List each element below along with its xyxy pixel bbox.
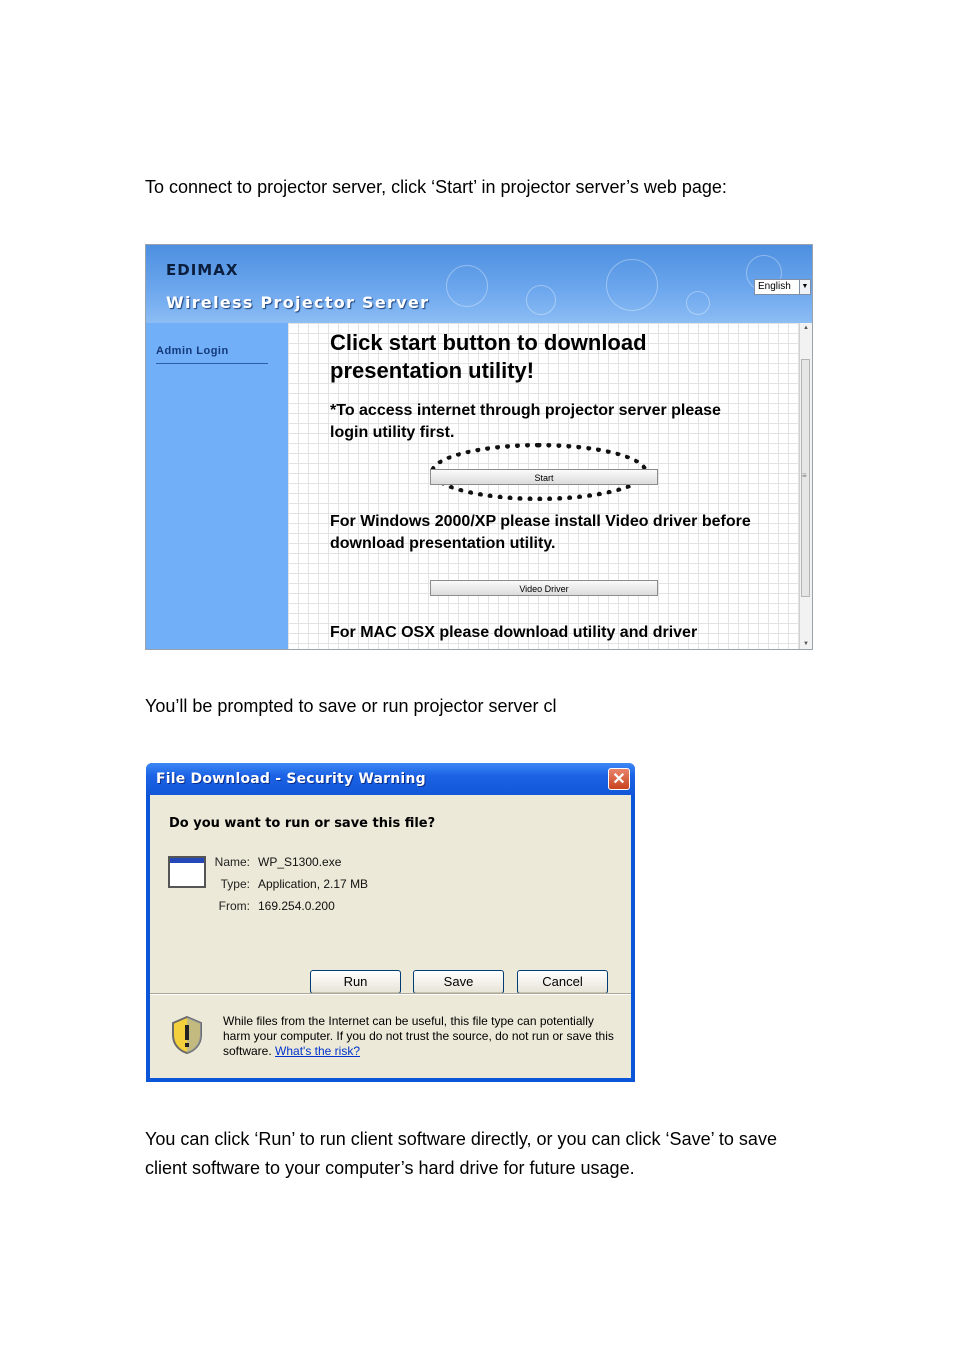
warning-body: While files from the Internet can be useful, this file type can potentially harm your computer. If you do not trust the source, do not run or save this software. xyxy=(223,1014,614,1058)
grip-icon: ≡ xyxy=(802,471,807,480)
security-shield-icon xyxy=(170,1015,204,1055)
risk-link[interactable]: What's the risk? xyxy=(275,1044,361,1058)
save-button[interactable]: Save xyxy=(413,970,504,994)
dialog-title-bar[interactable] xyxy=(146,763,635,795)
type-label: Type: xyxy=(220,877,250,891)
intro-paragraph: To connect to projector server, click ‘Start’ in projector server’s web page: xyxy=(145,177,727,197)
close-icon[interactable]: ✕ xyxy=(608,768,630,790)
video-driver-button[interactable]: Video Driver xyxy=(430,580,658,596)
sidebar xyxy=(146,323,288,649)
name-label: Name: xyxy=(214,855,250,869)
chevron-down-icon: ▼ xyxy=(799,280,810,294)
web-page-screenshot xyxy=(145,244,813,650)
start-button[interactable]: Start xyxy=(430,469,658,485)
from-label: From: xyxy=(218,899,250,913)
dialog-body xyxy=(150,795,631,1078)
edimax-logo: EDIMAX xyxy=(166,261,239,279)
cancel-button[interactable]: Cancel xyxy=(517,970,608,994)
sidebar-divider xyxy=(156,363,268,364)
type-value: Application, 2.17 MB xyxy=(258,877,369,891)
login-note: *To access internet through projector server please login utility first. xyxy=(330,402,721,441)
scroll-up-icon[interactable]: ▲ xyxy=(803,325,809,331)
prompt-paragraph: You’ll be prompted to save or run projector server cl xyxy=(145,696,557,716)
dialog-separator xyxy=(150,993,631,995)
dialog-title: File Download - Security Warning xyxy=(156,771,426,787)
dialog-question: Do you want to run or save this file? xyxy=(169,816,436,831)
product-title: Wireless Projector Server xyxy=(166,293,430,312)
file-download-dialog xyxy=(146,763,635,1082)
name-value: WP_S1300.exe xyxy=(258,855,342,869)
language-value: English xyxy=(758,281,791,292)
admin-login-link[interactable]: Admin Login xyxy=(156,345,229,357)
scroll-down-icon[interactable]: ▼ xyxy=(803,641,809,647)
windows-note: For Windows 2000/XP please install Video driver before download presentation utility. xyxy=(330,513,751,552)
run-button[interactable]: Run xyxy=(310,970,401,994)
mac-note: For MAC OSX please download utility and driver xyxy=(330,624,698,641)
security-warning-text xyxy=(223,1014,618,1059)
vertical-scrollbar[interactable] xyxy=(799,323,812,649)
from-value: 169.254.0.200 xyxy=(258,899,335,913)
download-heading: Click start button to download presentation utility! xyxy=(330,330,647,383)
language-select[interactable] xyxy=(754,279,811,295)
closing-paragraph: You can click ‘Run’ to run client software directly, or you can click ‘Save’ to save client software to your computer’s hard drive for future usage. xyxy=(145,1129,777,1178)
page-header xyxy=(146,245,812,323)
